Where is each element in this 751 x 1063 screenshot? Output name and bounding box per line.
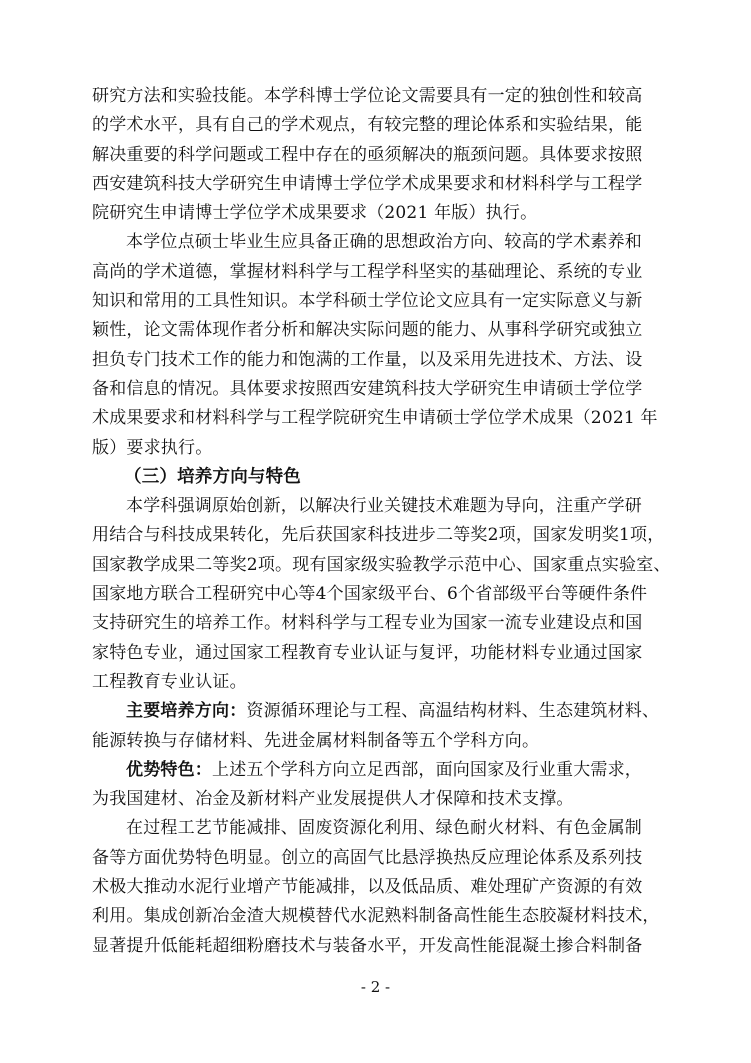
- text-line: 国家教学成果二等奖2项。现有国家级实验教学示范中心、国家重点实验室、: [92, 554, 671, 575]
- text-line: 版）要求执行。: [92, 437, 213, 458]
- text-line: 解决重要的科学问题或工程中存在的亟须解决的瓶颈问题。具体要求按照: [92, 144, 643, 165]
- text-line: 利用。集成创新冶金渣大规模替代水泥熟料制备高性能生态胶凝材料技术，: [92, 906, 660, 927]
- text-line: 备和信息的情况。具体要求按照西安建筑科技大学研究生申请硕士学位学: [92, 378, 643, 399]
- text-line: 颖性，论文需体现作者分析和解决实际问题的能力、从事科学研究或独立: [92, 320, 643, 341]
- document-page: [92, 82, 671, 961]
- main-directions-text: 资源循环理论与工程、高温结构材料、生态建筑材料、: [246, 701, 660, 722]
- text-line: 担负专门技术工作的能力和饱满的工作量，以及采用先进技术、方法、设: [92, 349, 643, 370]
- text-line: 院研究生申请博士学位学术成果要求（2021 年版）执行。: [92, 203, 538, 224]
- text-line: 的学术水平，具有自己的学术观点，有较完整的理论体系和实验结果，能: [92, 115, 643, 136]
- text-line: 国家地方联合工程研究中心等4个国家级平台、6个省部级平台等硬件条件: [92, 584, 648, 605]
- paragraph-advantages: [92, 756, 665, 815]
- paragraph-training-overview: [92, 492, 671, 697]
- text-line: 西安建筑科技大学研究生申请博士学位学术成果要求和材料科学与工程学: [92, 173, 643, 194]
- text-line: 研究方法和实验技能。本学科博士学位论文需要具有一定的独创性和较高: [92, 86, 643, 106]
- advantages-label: 优势特色：: [126, 759, 212, 780]
- text-line: 能源转换与存储材料、先进金属材料制备等五个学科方向。: [92, 730, 540, 751]
- main-directions-label: 主要培养方向：: [126, 701, 247, 722]
- paragraph-doctoral-requirements: [92, 82, 665, 228]
- paragraph-process-advantages: [92, 814, 665, 960]
- text-line: 知识和常用的工具性知识。本学科硕士学位论文应具有一定实际意义与新: [92, 291, 643, 312]
- text-line: 备等方面优势特色明显。创立的高固气比悬浮换热反应理论体系及系列技: [92, 847, 643, 868]
- text-line: 本学科强调原始创新，以解决行业关键技术难题为导向，注重产学研: [126, 496, 642, 517]
- text-line: 本学位点硕士毕业生应具备正确的思想政治方向、较高的学术素养和: [126, 232, 642, 253]
- text-line: 显著提升低能耗超细粉磨技术与装备水平，开发高性能混凝土掺合料制备: [92, 935, 643, 956]
- text-line: 用结合与科技成果转化，先后获国家科技进步二等奖2项，国家发明奖1项，: [92, 525, 665, 546]
- paragraph-main-directions: [92, 697, 665, 756]
- section-heading: （三）培养方向与特色: [124, 466, 301, 487]
- text-line: 为我国建材、冶金及新材料产业发展提供人才保障和技术支撑。: [92, 789, 574, 810]
- page-number: - 2 -: [360, 978, 391, 996]
- text-line: 高尚的学术道德，掌握材料科学与工程学科坚实的基础理论、系统的专业: [92, 261, 643, 282]
- text-line: 术极大推动水泥行业增产节能减排，以及低品质、难处理矿产资源的有效: [92, 877, 643, 898]
- text-line: 在过程工艺节能减排、固废资源化利用、绿色耐火材料、有色金属制: [126, 818, 642, 839]
- text-line: 支持研究生的培养工作。材料科学与工程专业为国家一流专业建设点和国: [92, 613, 643, 634]
- text-line: [92, 756, 665, 785]
- text-line: 家特色专业，通过国家工程教育专业认证与复评，功能材料专业通过国家: [92, 642, 643, 663]
- text-line: 工程教育专业认证。: [92, 671, 247, 692]
- paragraph-master-requirements: [92, 228, 665, 462]
- text-line: [92, 697, 665, 726]
- text-line: 术成果要求和材料科学与工程学院研究生申请硕士学位学术成果（2021 年: [92, 408, 658, 429]
- advantages-text: 上述五个学科方向立足西部，面向国家及行业重大需求，: [212, 759, 642, 780]
